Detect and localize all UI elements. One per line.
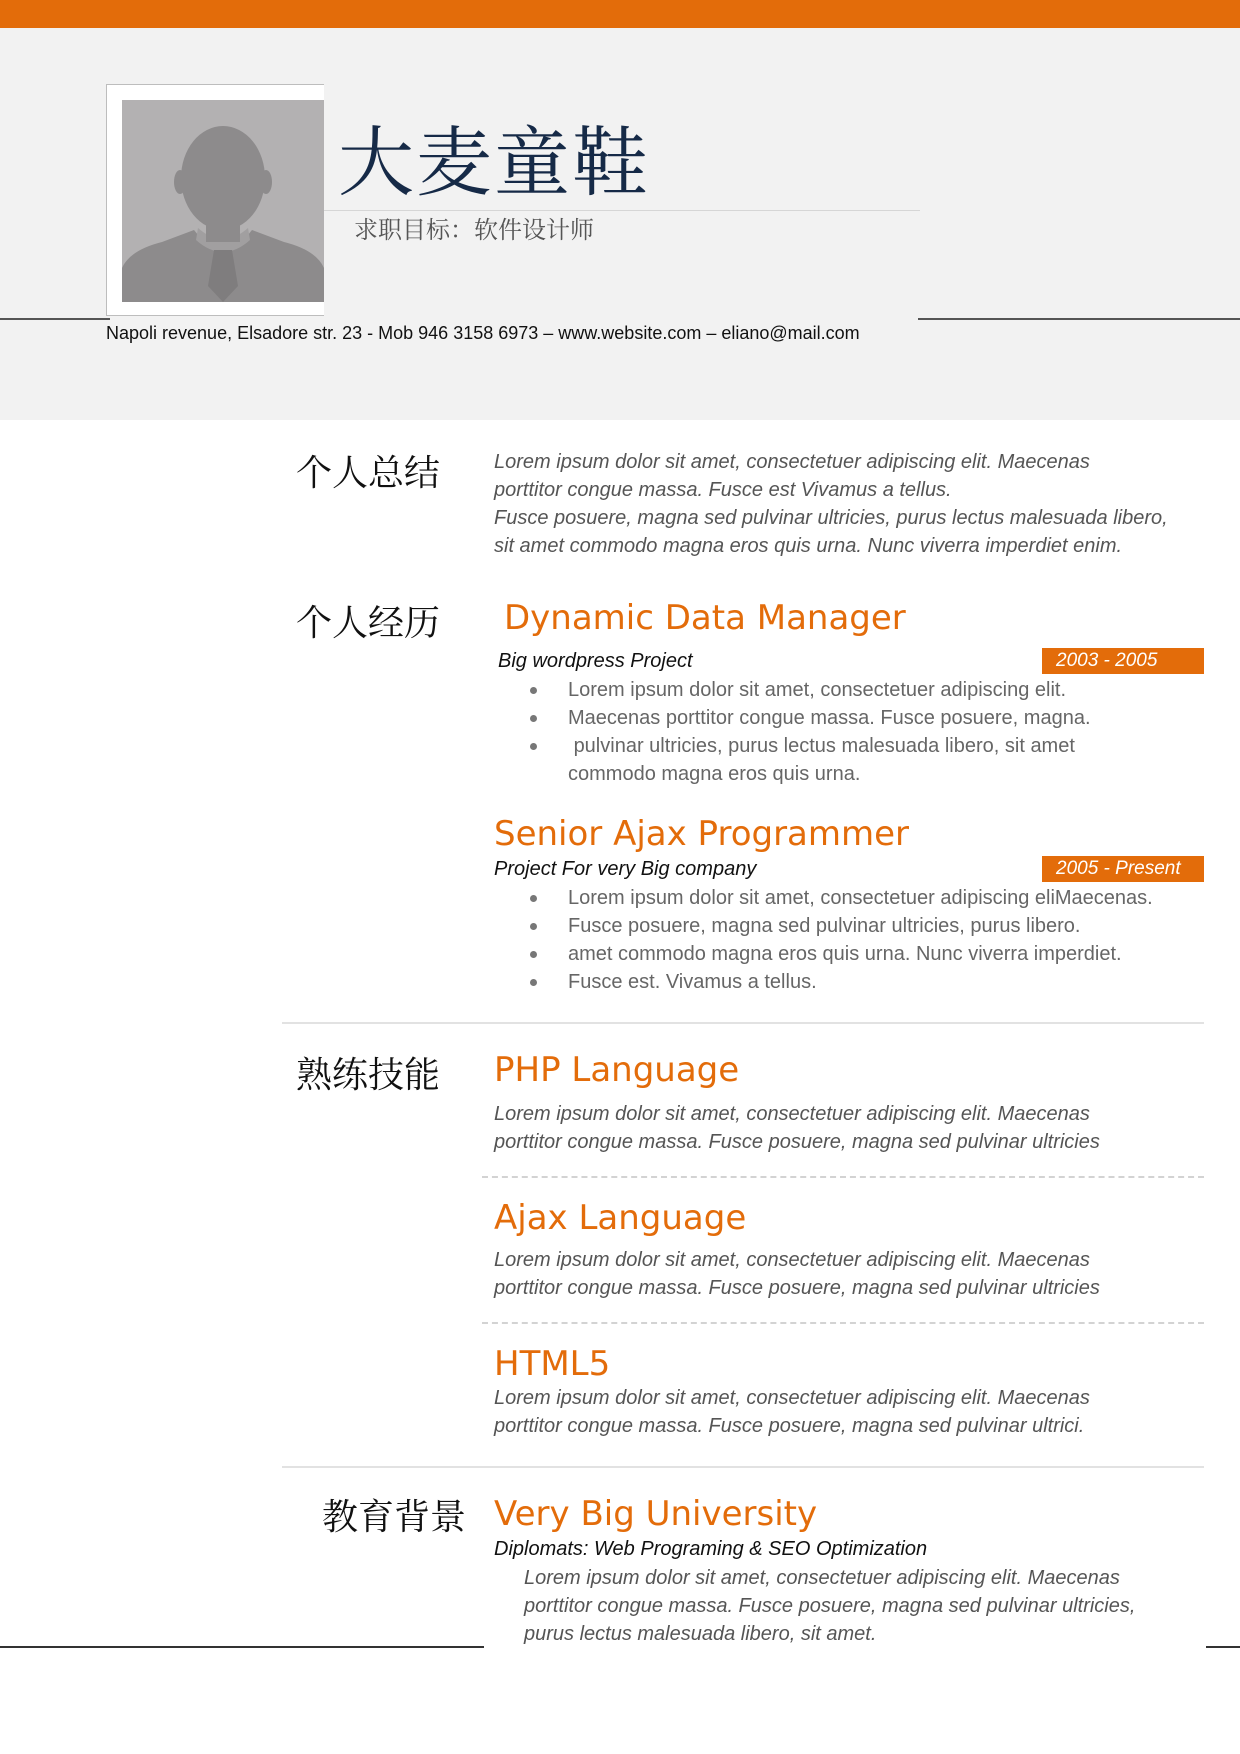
education-description <box>524 1564 1240 1648</box>
school-name: Very Big University <box>494 1494 818 1534</box>
list-item: Maecenas porttitor congue massa. Fusce posuere, magna. <box>530 704 1130 732</box>
person-silhouette-icon <box>122 100 324 302</box>
skill-line: porttitor congue massa. Fusce posuere, magna sed pulvinar ultrici. <box>494 1415 1085 1437</box>
skill-line: porttitor congue massa. Fusce posuere, magna sed pulvinar ultricies <box>494 1131 1100 1153</box>
header-divider-right <box>918 318 1240 320</box>
skill-description <box>494 1384 1214 1440</box>
avatar <box>122 100 324 302</box>
section-label-skills: 熟练技能 <box>296 1055 441 1096</box>
skill-line: Lorem ipsum dolor sit amet, consectetuer adipiscing elit. Maecenas <box>494 1103 1090 1125</box>
section-label-summary: 个人总结 <box>296 453 441 494</box>
date-badge: 2003 - 2005 <box>1042 648 1204 674</box>
job-project: Project For very Big company <box>494 858 757 880</box>
education-line: Lorem ipsum dolor sit amet, consectetuer adipiscing elit. Maecenas <box>524 1567 1120 1589</box>
job-bullet-list <box>530 676 1130 788</box>
job-title: Senior Ajax Programmer <box>494 814 910 854</box>
list-item: Fusce posuere, magna sed pulvinar ultricies, purus libero. <box>530 912 1210 940</box>
section-divider <box>282 1466 1204 1468</box>
bullet-dot-icon <box>530 715 537 722</box>
bullet-dot-icon <box>530 923 537 930</box>
section-divider <box>282 1022 1204 1024</box>
bullet-dot-icon <box>530 743 537 750</box>
skill-title: PHP Language <box>494 1050 740 1090</box>
skill-line: Lorem ipsum dolor sit amet, consectetuer adipiscing elit. Maecenas <box>494 1387 1090 1409</box>
summary-line: Fusce posuere, magna sed pulvinar ultricies, purus lectus malesuada libero, <box>494 507 1168 529</box>
job-project: Big wordpress Project <box>498 650 693 672</box>
header-divider-left <box>0 318 110 320</box>
list-item: Lorem ipsum dolor sit amet, consectetuer adipiscing eliMaecenas. <box>530 884 1210 912</box>
footer-divider-right <box>1206 1646 1240 1648</box>
list-item: Fusce est. Vivamus a tellus. <box>530 968 1210 996</box>
job-title: Dynamic Data Manager <box>504 598 906 638</box>
candidate-name: 大麦童鞋 <box>338 118 650 207</box>
skill-line: porttitor congue massa. Fusce posuere, magna sed pulvinar ultricies <box>494 1277 1100 1299</box>
name-underline <box>324 210 920 211</box>
skill-description <box>494 1246 1214 1302</box>
degree: Diplomats: Web Programing & SEO Optimization <box>494 1538 928 1560</box>
education-line: porttitor congue massa. Fusce posuere, magna sed pulvinar ultricies, <box>524 1595 1136 1617</box>
summary-text <box>494 448 1204 560</box>
skill-line: Lorem ipsum dolor sit amet, consectetuer adipiscing elit. Maecenas <box>494 1249 1090 1271</box>
bullet-dot-icon <box>530 895 537 902</box>
bullet-dot-icon <box>530 951 537 958</box>
education-line: purus lectus malesuada libero, sit amet. <box>524 1623 877 1645</box>
bullet-dot-icon <box>530 979 537 986</box>
summary-line: porttitor congue massa. Fusce est Vivamus a tellus. <box>494 479 952 501</box>
list-item: Lorem ipsum dolor sit amet, consectetuer adipiscing elit. <box>530 676 1130 704</box>
skill-title: Ajax Language <box>494 1198 747 1238</box>
bullet-dot-icon <box>530 687 537 694</box>
job-bullet-list <box>530 884 1210 996</box>
skill-divider <box>482 1176 1204 1178</box>
section-label-experience: 个人经历 <box>296 603 441 644</box>
list-item: pulvinar ultricies, purus lectus malesuada libero, sit amet commodo magna eros quis urna. <box>530 732 1130 788</box>
date-badge: 2005 - Present <box>1042 856 1204 882</box>
contact-line: Napoli revenue, Elsadore str. 23 - Mob 946 3158 6973 – www.website.com – eliano@mail.com <box>106 320 918 346</box>
skill-divider <box>482 1322 1204 1324</box>
footer-divider-left <box>0 1646 484 1648</box>
summary-line: sit amet commodo magna eros quis urna. Nunc viverra imperdiet enim. <box>494 535 1123 557</box>
list-item: amet commodo magna eros quis urna. Nunc viverra imperdiet. <box>530 940 1210 968</box>
top-accent-bar <box>0 0 1240 28</box>
skill-description <box>494 1100 1214 1156</box>
section-label-education: 教育背景 <box>322 1497 467 1538</box>
job-objective: 求职目标：软件设计师 <box>354 216 594 244</box>
summary-line: Lorem ipsum dolor sit amet, consectetuer adipiscing elit. Maecenas <box>494 451 1090 473</box>
skill-title: HTML5 <box>494 1344 611 1384</box>
